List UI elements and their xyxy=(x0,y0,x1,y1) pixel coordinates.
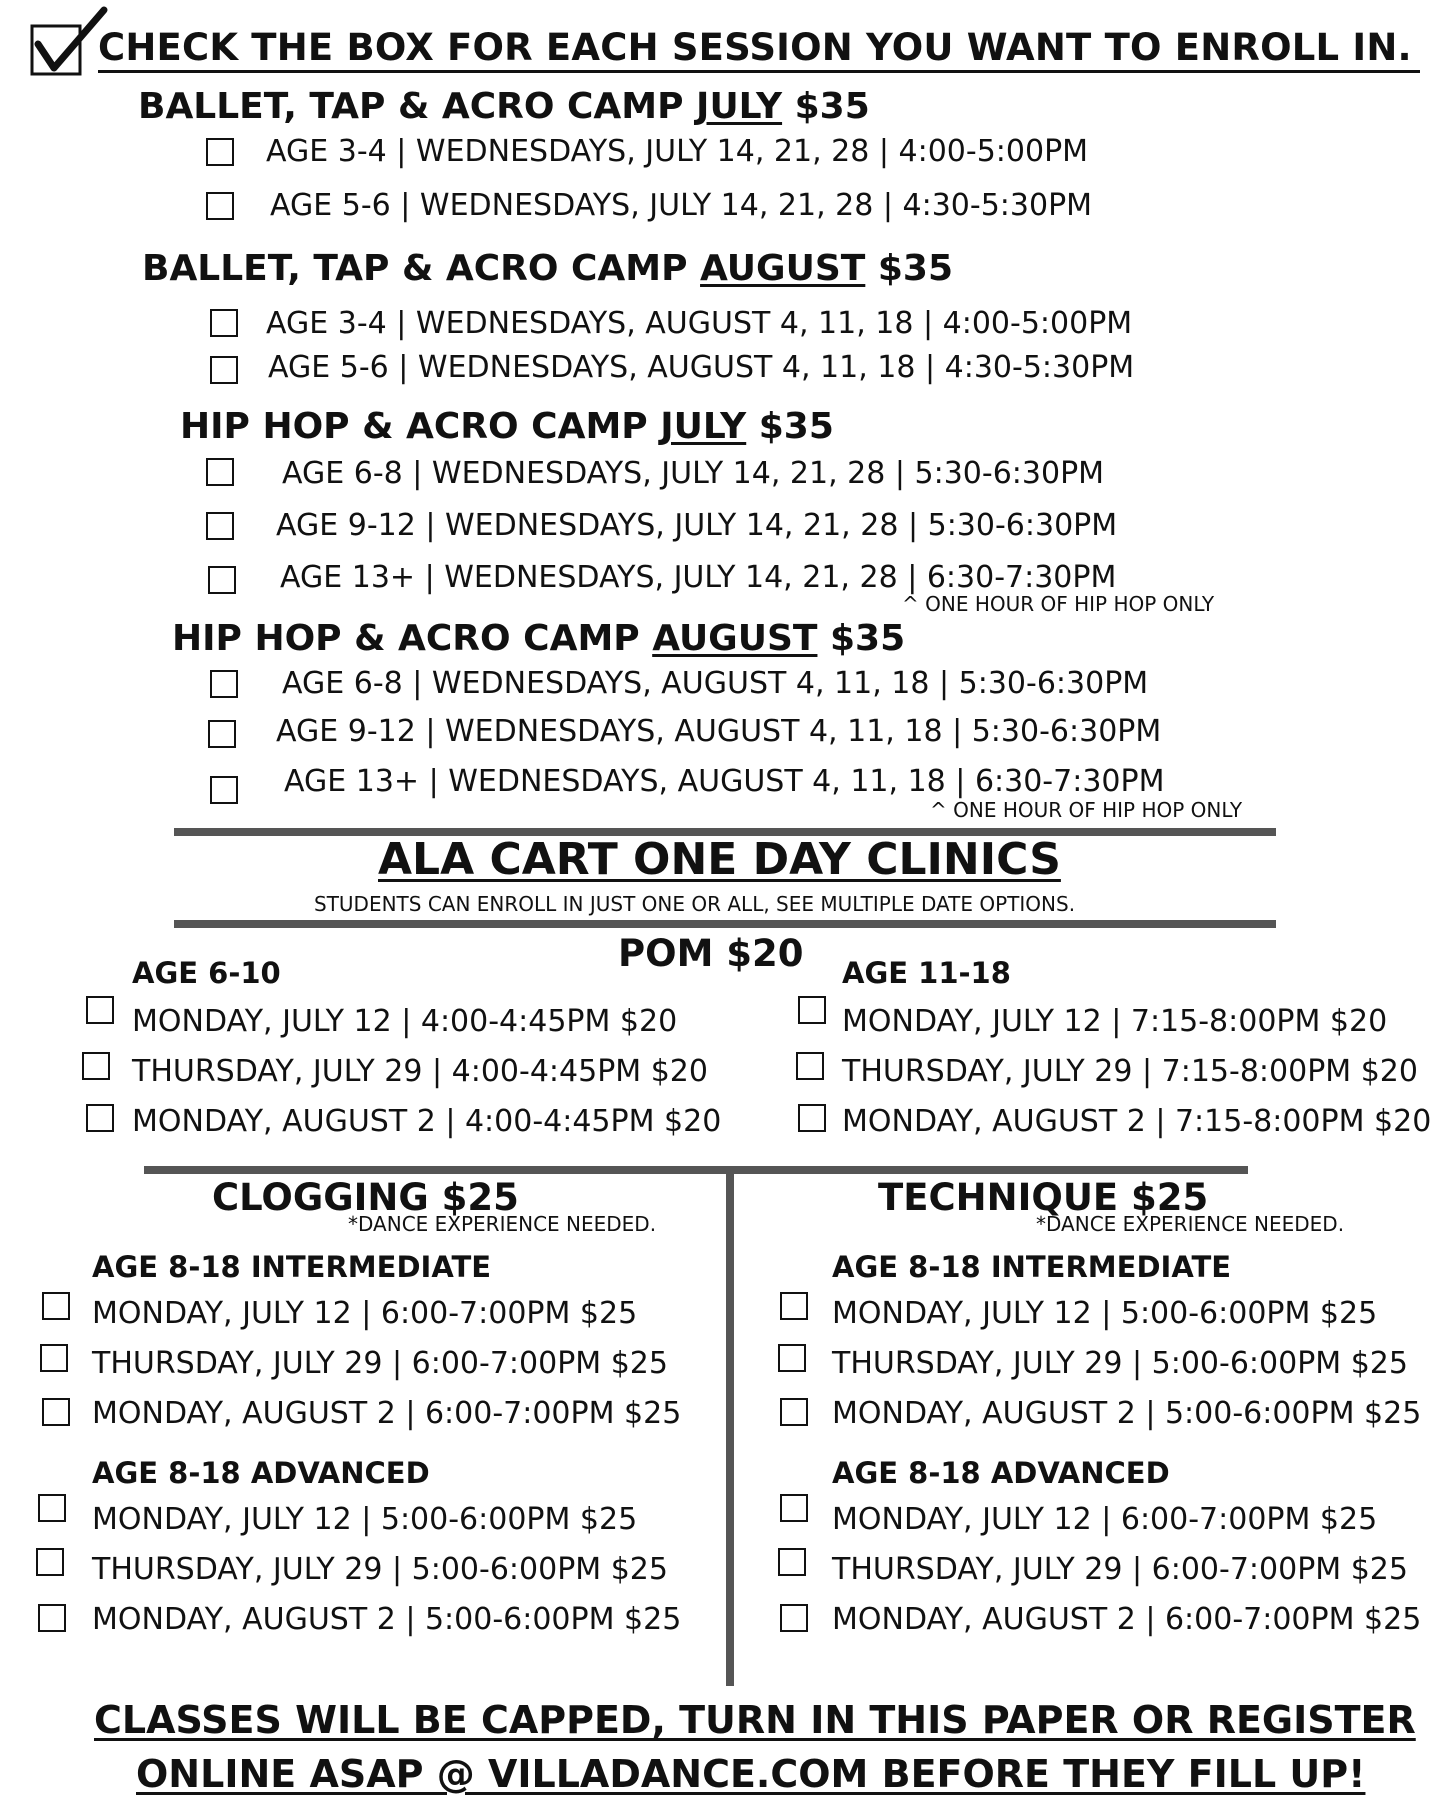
clinic-checkbox[interactable] xyxy=(36,1548,64,1576)
clinic-row: MONDAY, AUGUST 2 | 4:00-4:45PM $20 xyxy=(132,1104,722,1139)
clinic-checkbox[interactable] xyxy=(82,1052,110,1080)
footer-line-2: ONLINE ASAP @ VILLADANCE.COM BEFORE THEY FILL UP! xyxy=(136,1752,1366,1796)
camp-price: $35 xyxy=(782,86,870,127)
technique-title: TECHNIQUE $25 xyxy=(878,1176,1209,1219)
clinic-checkbox[interactable] xyxy=(796,1052,824,1080)
camp-heading xyxy=(142,248,953,289)
camp-month: AUGUST xyxy=(700,248,866,289)
session-checkbox[interactable] xyxy=(208,720,236,748)
clinics-subtitle: STUDENTS CAN ENROLL IN JUST ONE OR ALL, SEE MULTIPLE DATE OPTIONS. xyxy=(314,892,1076,916)
level-label: AGE 8-18 ADVANCED xyxy=(832,1456,1170,1490)
session-label: AGE 9-12 | WEDNESDAYS, AUGUST 4, 11, 18 | 5:30-6:30PM xyxy=(276,714,1162,749)
camp-price: $35 xyxy=(817,618,906,659)
clinic-checkbox[interactable] xyxy=(798,1104,826,1132)
level-label: AGE 8-18 INTERMEDIATE xyxy=(92,1250,492,1284)
clinic-checkbox[interactable] xyxy=(40,1344,68,1372)
session-label: AGE 5-6 | WEDNESDAYS, JULY 14, 21, 28 | 4:30-5:30PM xyxy=(270,188,1093,223)
pom-title: POM $20 xyxy=(618,932,804,975)
clinic-row: THURSDAY, JULY 29 | 7:15-8:00PM $20 xyxy=(842,1054,1418,1089)
clinics-title: ALA CART ONE DAY CLINICS xyxy=(378,834,1061,885)
camp-price: $35 xyxy=(865,248,953,289)
session-label: AGE 5-6 | WEDNESDAYS, AUGUST 4, 11, 18 | 4:30-5:30PM xyxy=(268,350,1135,385)
clinic-row: MONDAY, JULY 12 | 6:00-7:00PM $25 xyxy=(832,1502,1378,1537)
camp-name: HIP HOP & ACRO CAMP xyxy=(180,406,661,447)
session-checkbox[interactable] xyxy=(210,670,238,698)
session-checkbox[interactable] xyxy=(206,192,234,220)
clogging-title: CLOGGING $25 xyxy=(212,1176,519,1219)
camp-month: AUGUST xyxy=(652,618,818,659)
session-label: AGE 3-4 | WEDNESDAYS, JULY 14, 21, 28 | 4:00-5:00PM xyxy=(266,134,1089,169)
camp-heading xyxy=(180,406,834,447)
clinic-row: THURSDAY, JULY 29 | 4:00-4:45PM $20 xyxy=(132,1054,708,1089)
clinic-checkbox[interactable] xyxy=(780,1398,808,1426)
clinic-row: THURSDAY, JULY 29 | 6:00-7:00PM $25 xyxy=(92,1346,668,1381)
session-label: AGE 6-8 | WEDNESDAYS, JULY 14, 21, 28 | 5:30-6:30PM xyxy=(282,456,1105,491)
camp-month: JULY xyxy=(660,406,747,447)
session-label: AGE 13+ | WEDNESDAYS, AUGUST 4, 11, 18 | 6:30-7:30PM xyxy=(284,764,1165,799)
session-checkbox[interactable] xyxy=(210,356,238,384)
divider xyxy=(174,920,1276,928)
title-underline xyxy=(98,70,1420,73)
session-checkbox[interactable] xyxy=(210,309,238,337)
clinic-checkbox[interactable] xyxy=(798,996,826,1024)
clinic-row: MONDAY, AUGUST 2 | 5:00-6:00PM $25 xyxy=(832,1396,1422,1431)
clinic-row: MONDAY, JULY 12 | 5:00-6:00PM $25 xyxy=(92,1502,638,1537)
page-title: CHECK THE BOX FOR EACH SESSION YOU WANT TO ENROLL IN. xyxy=(98,26,1412,69)
camp-month: JULY xyxy=(696,86,783,127)
level-label: AGE 8-18 ADVANCED xyxy=(92,1456,430,1490)
clinic-row: MONDAY, AUGUST 2 | 7:15-8:00PM $20 xyxy=(842,1104,1432,1139)
hip-hop-note: ^ ONE HOUR OF HIP HOP ONLY xyxy=(930,798,1243,822)
vertical-divider xyxy=(726,1170,734,1686)
camp-name: BALLET, TAP & ACRO CAMP xyxy=(138,86,697,127)
experience-note: *DANCE EXPERIENCE NEEDED. xyxy=(348,1212,657,1236)
clinic-row: THURSDAY, JULY 29 | 5:00-6:00PM $25 xyxy=(832,1346,1408,1381)
age-label: AGE 6-10 xyxy=(132,956,281,990)
clinic-checkbox[interactable] xyxy=(86,1104,114,1132)
camp-heading xyxy=(172,618,905,659)
clinic-row: MONDAY, JULY 12 | 6:00-7:00PM $25 xyxy=(92,1296,638,1331)
clinic-checkbox[interactable] xyxy=(42,1398,70,1426)
camp-name: BALLET, TAP & ACRO CAMP xyxy=(142,248,701,289)
session-label: AGE 3-4 | WEDNESDAYS, AUGUST 4, 11, 18 | 4:00-5:00PM xyxy=(266,306,1133,341)
clinic-row: MONDAY, JULY 12 | 5:00-6:00PM $25 xyxy=(832,1296,1378,1331)
age-label: AGE 11-18 xyxy=(842,956,1011,990)
clinic-checkbox[interactable] xyxy=(38,1494,66,1522)
session-checkbox[interactable] xyxy=(210,776,238,804)
clinic-row: MONDAY, JULY 12 | 4:00-4:45PM $20 xyxy=(132,1004,678,1039)
clinic-checkbox[interactable] xyxy=(780,1494,808,1522)
level-label: AGE 8-18 INTERMEDIATE xyxy=(832,1250,1232,1284)
clinic-row: THURSDAY, JULY 29 | 6:00-7:00PM $25 xyxy=(832,1552,1408,1587)
clinic-row: MONDAY, JULY 12 | 7:15-8:00PM $20 xyxy=(842,1004,1388,1039)
experience-note: *DANCE EXPERIENCE NEEDED. xyxy=(1036,1212,1345,1236)
hip-hop-note: ^ ONE HOUR OF HIP HOP ONLY xyxy=(902,592,1215,616)
clinic-row: MONDAY, AUGUST 2 | 5:00-6:00PM $25 xyxy=(92,1602,682,1637)
camp-heading xyxy=(138,86,870,127)
clinic-row: THURSDAY, JULY 29 | 5:00-6:00PM $25 xyxy=(92,1552,668,1587)
divider xyxy=(144,1166,1248,1174)
clinic-row: MONDAY, AUGUST 2 | 6:00-7:00PM $25 xyxy=(832,1602,1422,1637)
session-checkbox[interactable] xyxy=(206,138,234,166)
camp-price: $35 xyxy=(746,406,834,447)
clinic-checkbox[interactable] xyxy=(778,1344,806,1372)
camp-name: HIP HOP & ACRO CAMP xyxy=(172,618,653,659)
clinic-row: MONDAY, AUGUST 2 | 6:00-7:00PM $25 xyxy=(92,1396,682,1431)
clinic-checkbox[interactable] xyxy=(778,1548,806,1576)
session-label: AGE 6-8 | WEDNESDAYS, AUGUST 4, 11, 18 | 5:30-6:30PM xyxy=(282,666,1149,701)
session-checkbox[interactable] xyxy=(208,566,236,594)
clinic-checkbox[interactable] xyxy=(780,1604,808,1632)
session-label: AGE 9-12 | WEDNESDAYS, JULY 14, 21, 28 | 5:30-6:30PM xyxy=(276,508,1118,543)
clinic-checkbox[interactable] xyxy=(86,996,114,1024)
session-label: AGE 13+ | WEDNESDAYS, JULY 14, 21, 28 | 6:30-7:30PM xyxy=(280,560,1117,595)
footer-line-1: CLASSES WILL BE CAPPED, TURN IN THIS PAPER OR REGISTER xyxy=(94,1698,1416,1742)
clinic-checkbox[interactable] xyxy=(38,1604,66,1632)
session-checkbox[interactable] xyxy=(206,512,234,540)
session-checkbox[interactable] xyxy=(206,458,234,486)
clinic-checkbox[interactable] xyxy=(780,1292,808,1320)
clinic-checkbox[interactable] xyxy=(42,1292,70,1320)
